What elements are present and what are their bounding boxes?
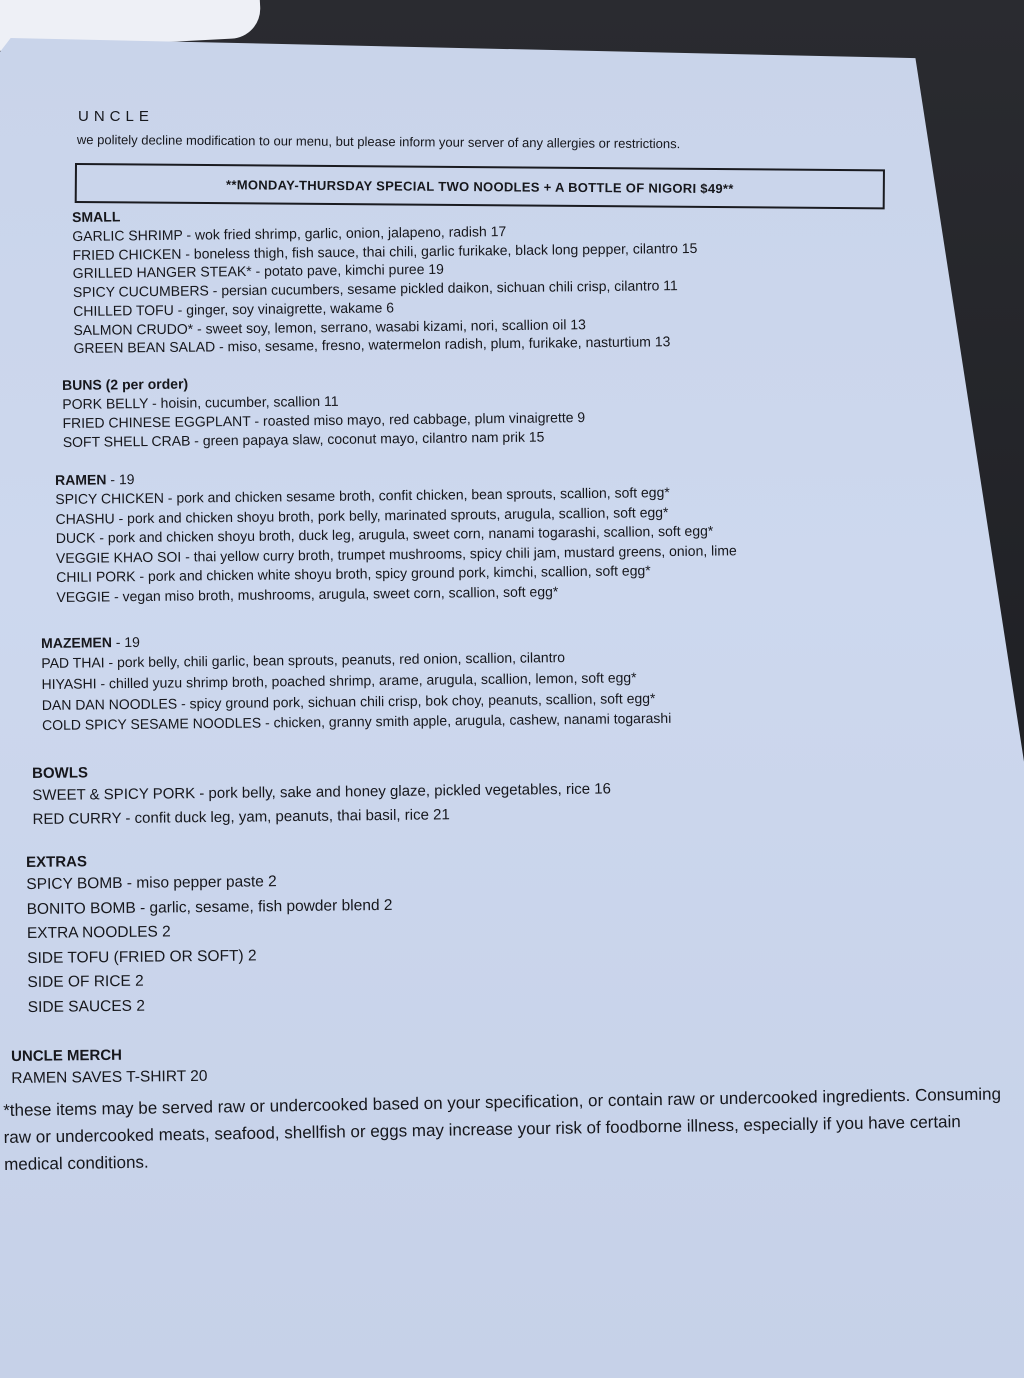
section-title: UNCLE MERCH xyxy=(11,1046,123,1065)
menu-item: GARLIC SHRIMP - wok fried shrimp, garlic, onion, jalapeno, radish 17 xyxy=(72,223,507,244)
menu-item: EXTRA NOODLES 2 xyxy=(26,923,171,943)
restaurant-name: UNCLE xyxy=(78,108,154,125)
menu-item: PORK BELLY - hoisin, cucumber, scallion 11 xyxy=(62,392,339,412)
menu-item: VEGGIE KHAO SOI - thai yellow curry broth, trumpet mushrooms, spicy chili jam, mustard greens, onion, lime xyxy=(55,542,737,566)
raw-food-disclaimer: *these items may be served raw or undercooked based on your specification, or contain raw or undercooked ingredients. Consuming raw or undercooked meats, seafood, shellfish or eggs may increase your risk of foodborne illness, especially if you have certain medical conditions. xyxy=(3,1084,1002,1174)
menu-item: DAN DAN NOODLES - spicy ground pork, sichuan chili crisp, bok choy, peanuts, scallion, soft egg* xyxy=(41,689,656,713)
menu-item: SOFT SHELL CRAB - green papaya slaw, coconut mayo, cilantro nam prik 15 xyxy=(62,428,545,450)
section-mazemen xyxy=(41,622,1002,736)
menu-item: FRIED CHICKEN - boneless thigh, fish sauce, thai chili, garlic furikake, black long pepper, cilantro 15 xyxy=(72,239,698,263)
menu-item: RAMEN SAVES T-SHIRT 20 xyxy=(11,1067,208,1087)
section-title: BUNS (2 per order) xyxy=(62,375,189,393)
special-offer-text: **MONDAY-THURSDAY SPECIAL TWO NOODLES + A BOTTLE OF NIGORI $49** xyxy=(225,176,734,196)
menu-item: SALMON CRUDO* - sweet soy, lemon, serrano, wasabi kizami, nori, scallion oil 13 xyxy=(73,315,586,338)
menu-item: CHASHU - pork and chicken shoyu broth, pork belly, marinated sprouts, arugula, scallion, soft egg* xyxy=(55,503,669,527)
section-title: BOWLS xyxy=(32,764,89,782)
menu-item: SPICY CHICKEN - pork and chicken sesame broth, confit chicken, bean sprouts, scallion, soft egg* xyxy=(55,484,670,507)
section-price: - 19 xyxy=(111,633,140,651)
menu-item: FRIED CHINESE EGGPLANT - roasted miso mayo, red cabbage, plum vinaigrette 9 xyxy=(62,409,586,431)
section-price: - 19 xyxy=(106,471,135,488)
menu-item: SIDE SAUCES 2 xyxy=(27,997,145,1016)
menu-item: SWEET & SPICY PORK - pork belly, sake and honey glaze, pickled vegetables, rice 16 xyxy=(32,780,612,804)
menu-item: GREEN BEAN SALAD - miso, sesame, fresno, watermelon radish, plum, furikake, nasturtium 13 xyxy=(73,333,671,357)
menu-item: SPICY BOMB - miso pepper paste 2 xyxy=(26,873,277,893)
menu-item: DUCK - pork and chicken shoyu broth, duck leg, arugula, sweet corn, nanami togarashi, scallion, soft egg* xyxy=(55,522,714,547)
menu-item: CHILI PORK - pork and chicken white shoyu broth, spicy ground pork, kimchi, scallion, soft egg* xyxy=(56,562,651,586)
section-buns xyxy=(62,364,1023,452)
menu-item: COLD SPICY SESAME NOODLES - chicken, granny smith apple, arugula, cashew, nanami togarashi xyxy=(41,710,672,734)
menu-item: SIDE OF RICE 2 xyxy=(27,973,144,992)
menu-item: SPICY CUCUMBERS - persian cucumbers, sesame pickled daikon, sichuan chili crisp, cilantro 11 xyxy=(72,277,678,301)
section-name: MAZEMEN xyxy=(41,634,112,651)
section-small xyxy=(72,196,1024,358)
modification-notice: we politely decline modification to our menu, but please inform your server of any allergies or restrictions. xyxy=(76,132,681,152)
menu-item: RED CURRY - confit duck leg, yam, peanuts, thai basil, rice 21 xyxy=(32,806,450,828)
menu-item: VEGGIE - vegan miso broth, mushrooms, arugula, sweet corn, scallion, soft egg* xyxy=(56,583,559,605)
section-title: SMALL xyxy=(72,208,121,225)
section-ramen xyxy=(55,459,1016,607)
section-title: EXTRAS xyxy=(26,853,88,871)
menu-item: CHILLED TOFU - ginger, soy vinaigrette, wakame 6 xyxy=(73,299,395,319)
menu-item: HIYASHI - chilled yuzu shrimp broth, poached shrimp, arame, arugula, scallion, lemon, soft egg* xyxy=(41,669,637,692)
menu-item: PAD THAI - pork belly, chili garlic, bean sprouts, peanuts, red onion, scallion, cilantro xyxy=(41,649,566,671)
section-extras xyxy=(26,842,988,1020)
menu-item: BONITO BOMB - garlic, sesame, fish powder blend 2 xyxy=(26,896,393,918)
menu-item: GRILLED HANGER STEAK* - potato pave, kimchi puree 19 xyxy=(72,261,444,282)
section-bowls xyxy=(32,753,993,832)
menu-item: SIDE TOFU (FRIED OR SOFT) 2 xyxy=(27,947,257,967)
section-name: RAMEN xyxy=(55,471,107,488)
